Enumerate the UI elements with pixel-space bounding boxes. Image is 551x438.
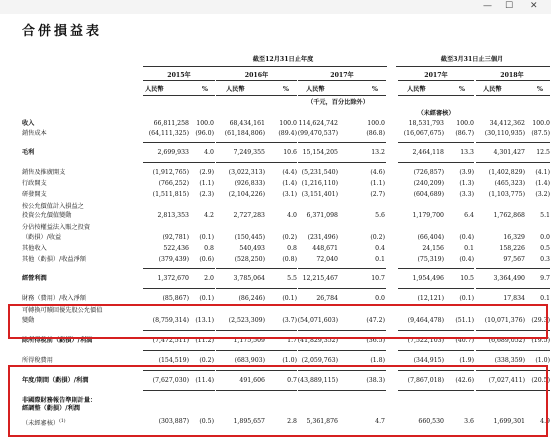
year-header: 2017年 bbox=[330, 72, 354, 79]
row-label: 可轉換可贖回優先股公允價值 bbox=[22, 307, 103, 314]
rule-line bbox=[298, 268, 386, 269]
rule-line bbox=[143, 288, 215, 289]
percent-cell: 13.2 bbox=[371, 149, 385, 156]
percent-cell: 4.7 bbox=[375, 418, 385, 425]
amount-cell: (344,915) bbox=[413, 357, 444, 364]
row-label: 銷售及推廣開支 bbox=[22, 169, 66, 176]
amount-cell: (231,496) bbox=[307, 234, 338, 241]
percent-cell: (0.1) bbox=[199, 234, 214, 241]
amount-cell: (12,121) bbox=[417, 295, 444, 302]
minimize-icon[interactable]: — bbox=[483, 1, 492, 11]
amount-cell: 3,364,490 bbox=[493, 275, 525, 282]
row-label: 分佔按權益法入賬之投資 bbox=[22, 224, 91, 231]
percent-cell: 1.7 bbox=[287, 337, 297, 344]
amount-cell: 15,154,205 bbox=[302, 149, 338, 156]
rule-line bbox=[398, 288, 474, 289]
highlight-box bbox=[8, 365, 548, 437]
amount-cell: 7,249,355 bbox=[233, 149, 265, 156]
amount-cell: (43,889,115) bbox=[297, 377, 338, 384]
rule-line bbox=[398, 268, 474, 269]
year-header: 2018年 bbox=[500, 72, 524, 79]
amount-cell: 2,699,933 bbox=[157, 149, 189, 156]
rule-line bbox=[298, 350, 386, 351]
percent-cell: 5.5 bbox=[287, 275, 297, 282]
percent-cell: (3.1) bbox=[282, 191, 297, 198]
amount-cell: (7,472,511) bbox=[152, 337, 189, 344]
percent-cell: (47.2) bbox=[366, 317, 385, 324]
amount-cell: (604,689) bbox=[413, 191, 444, 198]
percent-cell: (1.0) bbox=[282, 357, 297, 364]
amount-cell: 540,493 bbox=[239, 245, 265, 252]
amount-cell: (41,829,352) bbox=[297, 337, 338, 344]
percent-header: % bbox=[372, 86, 378, 93]
percent-cell: (1.4) bbox=[282, 180, 297, 187]
rule-line bbox=[476, 162, 550, 163]
percent-cell: 0.7 bbox=[287, 377, 297, 384]
amount-cell: (7,027,411) bbox=[488, 377, 525, 384]
divider bbox=[398, 95, 474, 96]
highlight-box bbox=[8, 304, 548, 339]
row-label: （未經審核）$^{(1)}$ bbox=[22, 419, 66, 428]
percent-cell: (96.0) bbox=[195, 130, 214, 137]
percent-cell: (13.1) bbox=[195, 317, 214, 324]
row-label: 收入 bbox=[22, 120, 35, 127]
amount-cell: (7,627,030) bbox=[152, 377, 189, 384]
currency-header: 人民幣 bbox=[226, 86, 245, 93]
amount-cell: (154,519) bbox=[158, 357, 189, 364]
percent-cell: (3.9) bbox=[459, 169, 474, 176]
percent-cell: (86.8) bbox=[366, 130, 385, 137]
amount-cell: 2,727,283 bbox=[233, 212, 265, 219]
period-header-fy: 截至12月31日止年度 bbox=[252, 56, 314, 63]
percent-cell: 0.8 bbox=[287, 245, 297, 252]
amount-cell: (66,404) bbox=[417, 234, 444, 241]
amount-cell: 1,372,670 bbox=[157, 275, 189, 282]
rule-line bbox=[143, 268, 215, 269]
amount-cell: (926,833) bbox=[234, 180, 265, 187]
amount-cell: (240,209) bbox=[413, 180, 444, 187]
amount-cell: 114,624,742 bbox=[298, 120, 338, 127]
amount-cell: 5,361,876 bbox=[306, 418, 338, 425]
maximize-icon[interactable]: ☐ bbox=[505, 1, 514, 11]
amount-cell: (2,059,763) bbox=[301, 357, 338, 364]
amount-cell: 158,226 bbox=[499, 245, 525, 252]
row-label: 研發開支 bbox=[22, 191, 47, 198]
percent-cell: 4.0 bbox=[287, 212, 297, 219]
row-label: 其他收入 bbox=[22, 245, 47, 252]
percent-cell: (42.6) bbox=[455, 377, 474, 384]
amount-cell: (16,067,675) bbox=[403, 130, 444, 137]
percent-cell: (0.2) bbox=[199, 357, 214, 364]
divider bbox=[398, 80, 474, 81]
amount-cell: (683,903) bbox=[234, 357, 265, 364]
rule-line bbox=[216, 288, 297, 289]
amount-cell: 24,156 bbox=[422, 245, 444, 252]
percent-cell: (1.1) bbox=[199, 180, 214, 187]
amount-cell: (303,887) bbox=[158, 418, 189, 425]
rule-line bbox=[143, 350, 215, 351]
amount-cell: (1,912,765) bbox=[152, 169, 189, 176]
amount-cell: (1,216,110) bbox=[301, 180, 338, 187]
amount-cell: 2,464,118 bbox=[412, 149, 444, 156]
amount-cell: (1,103,775) bbox=[488, 191, 525, 198]
amount-cell: 1,699,301 bbox=[493, 418, 525, 425]
divider bbox=[298, 95, 386, 96]
unaudited-note: （未經審核） bbox=[417, 110, 455, 117]
percent-cell: 10.5 bbox=[460, 275, 474, 282]
amount-cell: 448,671 bbox=[312, 245, 338, 252]
rule-line bbox=[398, 162, 474, 163]
row-label: 財務（費用）/收入淨額 bbox=[22, 295, 86, 302]
percent-cell: (3.2) bbox=[535, 191, 550, 198]
amount-cell: (2,104,226) bbox=[228, 191, 265, 198]
year-header: 2017年 bbox=[424, 72, 448, 79]
amount-cell: (86,246) bbox=[238, 295, 265, 302]
percent-cell: 100.0 bbox=[196, 120, 214, 127]
amount-cell: (7,522,103) bbox=[407, 337, 444, 344]
percent-cell: (40.7) bbox=[455, 337, 474, 344]
amount-cell: 2,813,353 bbox=[157, 212, 189, 219]
percent-cell: 12.5 bbox=[536, 149, 550, 156]
row-label: 投資公允價值變動 bbox=[22, 212, 72, 219]
amount-cell: (766,252) bbox=[158, 180, 189, 187]
percent-cell: 100.0 bbox=[456, 120, 474, 127]
amount-cell: (6,689,052) bbox=[488, 337, 525, 344]
percent-cell: (2.9) bbox=[199, 169, 214, 176]
amount-cell: (54,071,603) bbox=[297, 317, 338, 324]
percent-cell: (1.9) bbox=[459, 357, 474, 364]
rule-line bbox=[476, 268, 550, 269]
percent-cell: 10.7 bbox=[371, 275, 385, 282]
amount-cell: 26,784 bbox=[316, 295, 338, 302]
percent-cell: 100.0 bbox=[532, 120, 550, 127]
amount-cell: (3,151,401) bbox=[301, 191, 338, 198]
percent-cell: 0.0 bbox=[540, 234, 550, 241]
percent-cell: 13.3 bbox=[460, 149, 474, 156]
divider bbox=[298, 80, 386, 81]
percent-cell: 0.5 bbox=[540, 245, 550, 252]
percent-header: % bbox=[459, 86, 465, 93]
row-label: 其他（虧損）/收益淨額 bbox=[22, 256, 86, 263]
rule-line bbox=[143, 162, 215, 163]
percent-cell: 10.6 bbox=[283, 149, 297, 156]
percent-cell: 2.8 bbox=[287, 418, 297, 425]
amount-cell: (99,470,537) bbox=[297, 130, 338, 137]
percent-cell: 3.6 bbox=[464, 418, 474, 425]
percent-cell: 2.0 bbox=[204, 275, 214, 282]
percent-cell: (29.3) bbox=[531, 317, 550, 324]
percent-cell: (1.0) bbox=[535, 357, 550, 364]
percent-cell: 9.7 bbox=[540, 275, 550, 282]
amount-cell: 12,215,467 bbox=[302, 275, 338, 282]
row-label: 經調整（虧損）/利潤 bbox=[22, 405, 80, 412]
percent-cell: 0.1 bbox=[375, 256, 385, 263]
amount-cell: (30,110,935) bbox=[484, 130, 525, 137]
amount-cell: (8,759,314) bbox=[152, 317, 189, 324]
amount-cell: 1,762,868 bbox=[493, 212, 525, 219]
percent-cell: (4.6) bbox=[370, 169, 385, 176]
amount-cell: (379,439) bbox=[158, 256, 189, 263]
period-header-q: 截至3月31日止三個月 bbox=[440, 56, 504, 63]
row-label: 除所得稅前（虧損）/利潤 bbox=[22, 337, 93, 344]
percent-cell: (1.3) bbox=[459, 180, 474, 187]
amount-cell: 6,371,098 bbox=[306, 212, 338, 219]
percent-cell: (11.4) bbox=[195, 377, 214, 384]
percent-cell: (51.1) bbox=[455, 317, 474, 324]
percent-cell: 0.4 bbox=[375, 245, 385, 252]
amount-cell: 16,329 bbox=[503, 234, 525, 241]
close-icon[interactable]: ✕ bbox=[530, 1, 538, 11]
amount-cell: 66,811,258 bbox=[153, 120, 189, 127]
percent-cell: (20.5) bbox=[531, 377, 550, 384]
percent-cell: (1.8) bbox=[370, 357, 385, 364]
percent-cell: (89.4) bbox=[278, 130, 297, 137]
amount-cell: (75,319) bbox=[417, 256, 444, 263]
percent-cell: 6.4 bbox=[464, 212, 474, 219]
amount-cell: (9,464,478) bbox=[407, 317, 444, 324]
divider bbox=[476, 95, 550, 96]
percent-cell: (0.1) bbox=[459, 295, 474, 302]
amount-cell: (465,323) bbox=[494, 180, 525, 187]
amount-cell: (92,781) bbox=[162, 234, 189, 241]
amount-cell: (1,402,829) bbox=[488, 169, 525, 176]
percent-cell: (3.7) bbox=[282, 317, 297, 324]
percent-cell: (0.4) bbox=[459, 234, 474, 241]
divider bbox=[396, 66, 550, 67]
amount-cell: (338,359) bbox=[494, 357, 525, 364]
rule-line bbox=[143, 142, 215, 143]
rule-line bbox=[216, 142, 297, 143]
year-header: 2015年 bbox=[167, 72, 191, 79]
rule-line bbox=[298, 142, 386, 143]
amount-cell: (528,250) bbox=[234, 256, 265, 263]
percent-cell: (2.7) bbox=[370, 191, 385, 198]
percent-cell: (3.3) bbox=[459, 191, 474, 198]
percent-cell: (4.1) bbox=[535, 169, 550, 176]
amount-cell: 491,606 bbox=[239, 377, 265, 384]
amount-cell: (5,231,540) bbox=[301, 169, 338, 176]
amount-cell: 4,301,427 bbox=[493, 149, 525, 156]
amount-cell: 522,436 bbox=[163, 245, 189, 252]
amount-cell: (1,511,815) bbox=[152, 191, 189, 198]
row-label: 行政開支 bbox=[22, 180, 47, 187]
amount-cell: (7,867,018) bbox=[407, 377, 444, 384]
percent-cell: (86.7) bbox=[455, 130, 474, 137]
percent-cell: (0.1) bbox=[282, 295, 297, 302]
footnote-marker: (1) bbox=[59, 419, 66, 424]
rule-line bbox=[476, 350, 550, 351]
amount-cell: 1,954,496 bbox=[412, 275, 444, 282]
percent-cell: (0.8) bbox=[282, 256, 297, 263]
amount-cell: 34,412,362 bbox=[489, 120, 525, 127]
percent-cell: (19.5) bbox=[531, 337, 550, 344]
divider bbox=[143, 95, 215, 96]
rule-line bbox=[398, 142, 474, 143]
rule-line bbox=[216, 162, 297, 163]
amount-cell: 3,785,064 bbox=[233, 275, 265, 282]
percent-cell: (38.3) bbox=[366, 377, 385, 384]
row-label: 變動 bbox=[22, 317, 35, 324]
rule-line bbox=[216, 268, 297, 269]
row-label: 非國際財務報告準則計量： bbox=[22, 397, 97, 404]
divider bbox=[143, 80, 215, 81]
currency-header: 人民幣 bbox=[483, 86, 502, 93]
percent-cell: (0.2) bbox=[370, 234, 385, 241]
amount-cell: 17,834 bbox=[503, 295, 525, 302]
percent-cell: (0.1) bbox=[199, 295, 214, 302]
amount-cell: (726,857) bbox=[413, 169, 444, 176]
percent-cell: 0.3 bbox=[540, 256, 550, 263]
percent-header: % bbox=[537, 86, 543, 93]
amount-cell: 68,434,161 bbox=[229, 120, 265, 127]
percent-cell: (0.5) bbox=[199, 418, 214, 425]
window-titlebar bbox=[0, 0, 551, 14]
percent-cell: 4.0 bbox=[204, 149, 214, 156]
percent-cell: 100.0 bbox=[367, 120, 385, 127]
percent-cell: (0.6) bbox=[199, 256, 214, 263]
percent-cell: 5.1 bbox=[540, 212, 550, 219]
currency-header: 人民幣 bbox=[145, 86, 164, 93]
divider bbox=[143, 66, 387, 67]
amount-cell: 1,175,509 bbox=[233, 337, 265, 344]
amount-cell: (10,071,376) bbox=[484, 317, 525, 324]
page-title: 合併損益表 bbox=[22, 24, 103, 39]
amount-cell: (150,445) bbox=[234, 234, 265, 241]
percent-cell: 0.0 bbox=[375, 295, 385, 302]
rule-line bbox=[216, 350, 297, 351]
rule-line bbox=[298, 162, 386, 163]
amount-cell: (61,184,806) bbox=[224, 130, 265, 137]
amount-cell: (64,111,325) bbox=[148, 130, 189, 137]
amount-cell: (85,867) bbox=[162, 295, 189, 302]
currency-header: 人民幣 bbox=[306, 86, 325, 93]
row-label: 毛利 bbox=[22, 149, 35, 156]
percent-cell: (4.4) bbox=[282, 169, 297, 176]
percent-cell: 4.2 bbox=[204, 212, 214, 219]
rule-line bbox=[298, 288, 386, 289]
percent-cell: (1.4) bbox=[535, 180, 550, 187]
percent-cell: 0.1 bbox=[540, 295, 550, 302]
percent-cell: (87.5) bbox=[531, 130, 550, 137]
amount-cell: 72,040 bbox=[316, 256, 338, 263]
row-label: 所得稅費用 bbox=[22, 357, 53, 364]
amount-cell: 97,567 bbox=[503, 256, 525, 263]
amount-cell: 1,895,657 bbox=[233, 418, 265, 425]
row-label: 經營利潤 bbox=[22, 275, 47, 282]
percent-cell: 100.0 bbox=[279, 120, 297, 127]
percent-cell: 5.6 bbox=[375, 212, 385, 219]
percent-cell: (11.2) bbox=[195, 337, 214, 344]
currency-header: 人民幣 bbox=[407, 86, 426, 93]
percent-cell: 0.1 bbox=[464, 245, 474, 252]
amount-cell: (3,022,313) bbox=[228, 169, 265, 176]
amount-cell: 660,530 bbox=[418, 418, 444, 425]
rule-line bbox=[476, 288, 550, 289]
row-label: （虧損）/收益 bbox=[22, 234, 62, 241]
amount-cell: (2,523,309) bbox=[228, 317, 265, 324]
amount-cell: 18,531,793 bbox=[408, 120, 444, 127]
percent-cell: (0.2) bbox=[282, 234, 297, 241]
divider bbox=[216, 95, 297, 96]
percent-header: % bbox=[202, 86, 208, 93]
percent-header: % bbox=[283, 86, 289, 93]
divider bbox=[216, 80, 297, 81]
row-label: 按公允價值計入損益之 bbox=[22, 203, 84, 210]
percent-cell: 4.9 bbox=[540, 418, 550, 425]
percent-cell: (1.1) bbox=[370, 180, 385, 187]
percent-cell: (2.3) bbox=[199, 191, 214, 198]
year-header: 2016年 bbox=[244, 72, 269, 79]
rule-line bbox=[398, 350, 474, 351]
row-label: 銷售成本 bbox=[22, 130, 47, 137]
unit-note: （千元，百分比除外） bbox=[307, 99, 369, 106]
divider bbox=[476, 80, 550, 81]
rule-line bbox=[476, 142, 550, 143]
amount-cell: 1,179,700 bbox=[412, 212, 444, 219]
percent-cell: (36.5) bbox=[366, 337, 385, 344]
percent-cell: 0.8 bbox=[204, 245, 214, 252]
percent-cell: (0.4) bbox=[459, 256, 474, 263]
row-label: 年度/期間（虧損）/利潤 bbox=[22, 377, 89, 384]
